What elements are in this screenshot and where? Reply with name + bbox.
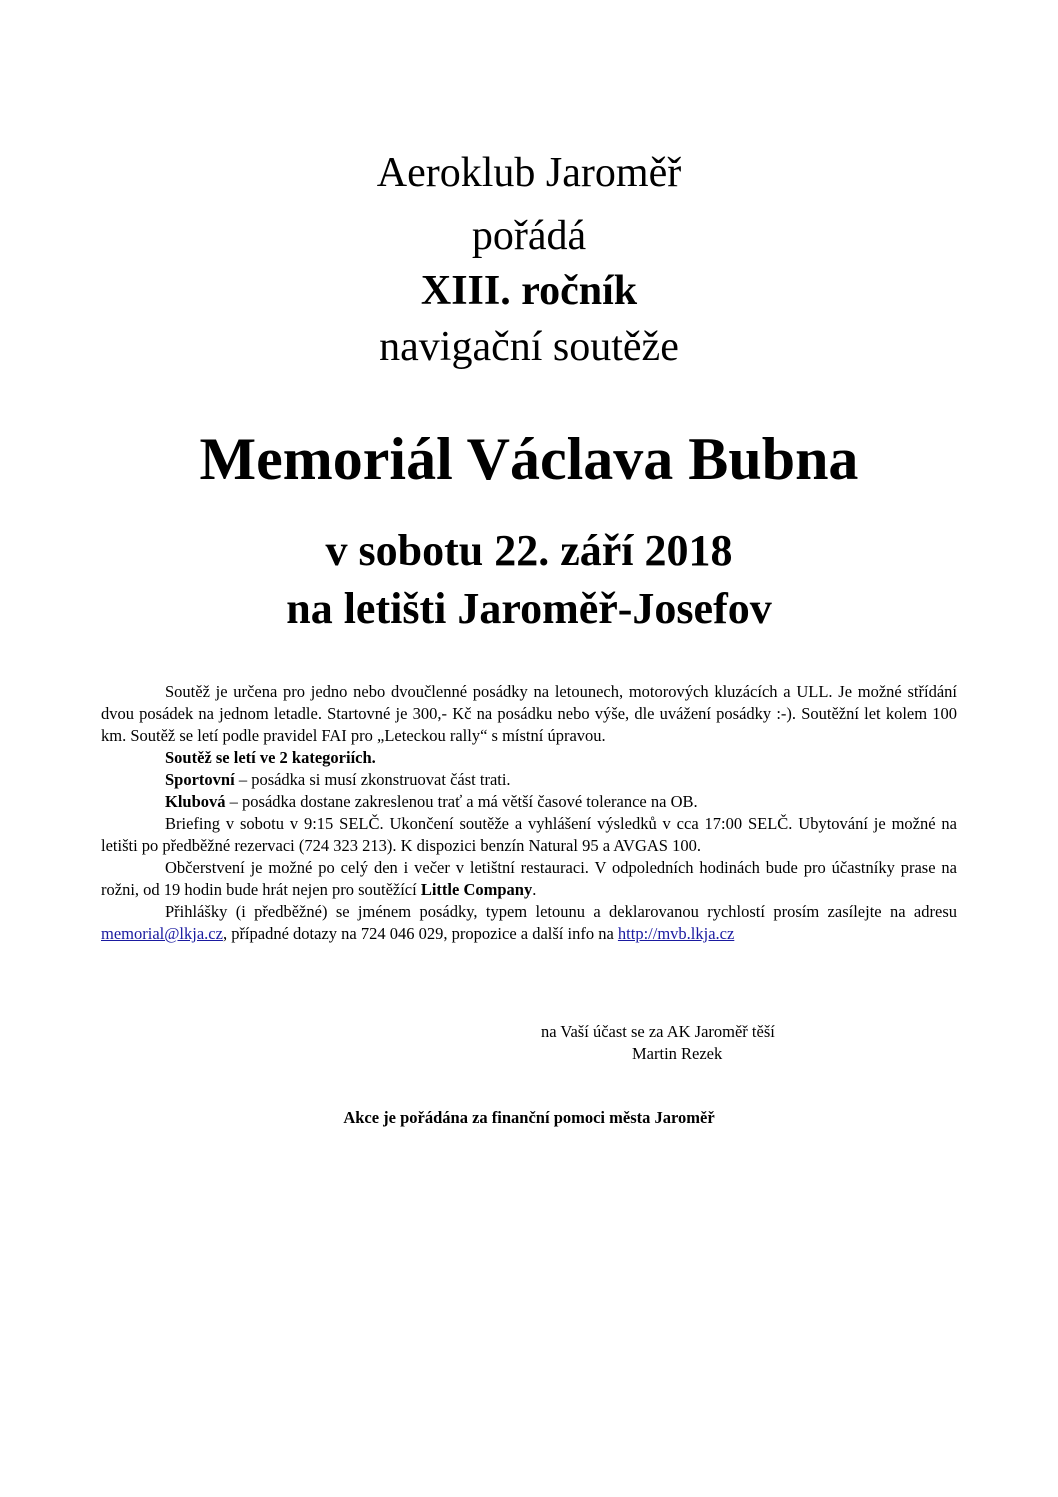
category-club xyxy=(101,791,957,813)
category-sport-label: Sportovní xyxy=(165,770,235,789)
registration-paragraph xyxy=(101,901,957,945)
band-name: Little Company xyxy=(420,880,533,899)
organizer-verb: pořádá xyxy=(471,213,587,259)
category-club-label: Klubová xyxy=(165,792,226,811)
refreshments-end: . xyxy=(532,880,537,899)
announcement-body xyxy=(101,681,957,945)
category-sport xyxy=(101,769,957,791)
refreshments-paragraph xyxy=(101,857,957,901)
website-link[interactable]: http://mvb.lkja.cz xyxy=(617,924,735,943)
registration-text: Přihlášky (i předběžné) se jménem posádky, typem letounu a deklarovanou rychlostí prosím zasílejte na adresu xyxy=(165,902,957,921)
signature-greeting: na Vaší účast se za AK Jaroměř těší xyxy=(541,1022,775,1041)
page-title: Memoriál Václava Bubna xyxy=(199,426,859,492)
sponsor-note: Akce je pořádána za finanční pomoci města Jaroměř xyxy=(343,1108,715,1127)
organizer-name: Aeroklub Jaroměř xyxy=(376,150,682,196)
category-sport-text: – posádka si musí zkonstruovat část trati. xyxy=(234,770,511,789)
edition-heading: XIII. ročník xyxy=(420,268,638,314)
categories-heading xyxy=(101,747,957,769)
briefing-paragraph: Briefing v sobotu v 9:15 SELČ. Ukončení soutěže a vyhlášení výsledků v cca 17:00 SELČ. Ubytování je možné na letišti po předběžné rezervaci (724 323 213). K dispozici benzín Natural 95 a AVGAS 100. xyxy=(101,814,957,855)
signature-name: Martin Rezek xyxy=(632,1044,723,1063)
intro-paragraph: Soutěž je určena pro jedno nebo dvoučlenné posádky na letounech, motorových kluzácích a ULL. Je možné střídání dvou posádek na jednom letadle. Startovné je 300,- Kč na posádku nebo výše, dle uvážení posádky :-). Soutěžní let kolem 100 km. Soutěž se letí podle pravidel FAI pro „Leteckou rally“ s místní úpravou. xyxy=(101,682,957,745)
event-place: na letišti Jaroměř-Josefov xyxy=(286,584,772,633)
email-link[interactable]: memorial@lkja.cz xyxy=(101,924,223,943)
categories-heading-text: Soutěž se letí ve 2 kategoriích. xyxy=(165,748,376,767)
category-club-text: – posádka dostane zakreslenou trať a má větší časové tolerance na OB. xyxy=(225,792,698,811)
competition-type: navigační soutěže xyxy=(379,324,679,370)
refreshments-text: Občerstvení je možné po celý den i večer v letištní restauraci. V odpoledních hodinách bude pro účastníky prase na rožni, od 19 hodin bude hrát nejen pro soutěžící xyxy=(101,858,957,899)
registration-mid: , případné dotazy na 724 046 029, propozice a další info na xyxy=(222,924,618,943)
event-date: v sobotu 22. září 2018 xyxy=(325,526,733,575)
